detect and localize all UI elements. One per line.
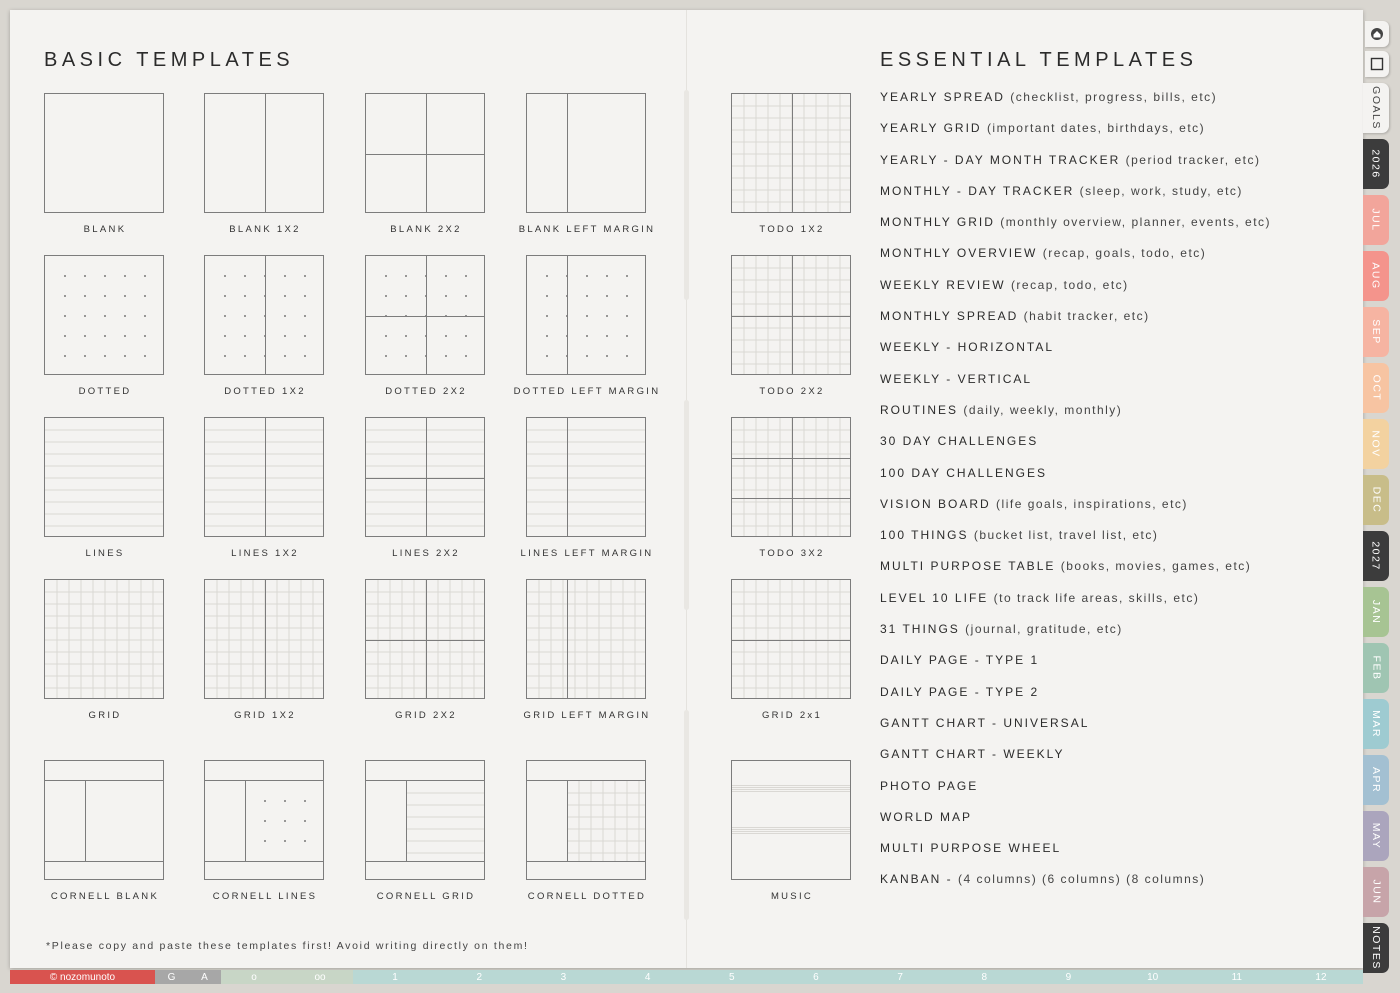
template-label: LINES LEFT MARGIN: [520, 548, 654, 559]
template-name: MONTHLY GRID: [880, 215, 995, 230]
template-label: BLANK 2X2: [390, 224, 462, 235]
template-description: (life goals, inspirations, etc): [996, 496, 1188, 511]
template-name: PHOTO PAGE: [880, 778, 979, 793]
template-thumbnail[interactable]: [365, 417, 485, 537]
template-label: GRID 2x1: [761, 710, 823, 721]
template-label: BLANK LEFT MARGIN: [518, 224, 656, 235]
side-tab-2027[interactable]: [1363, 531, 1389, 581]
template-name: WEEKLY REVIEW: [880, 277, 1006, 292]
template-label: MUSIC: [770, 891, 814, 902]
side-tab-label: GOALS: [1370, 86, 1382, 130]
essential-template-link[interactable]: [880, 215, 1271, 246]
template-thumbnail[interactable]: [526, 760, 646, 880]
template-thumbnail[interactable]: [44, 760, 164, 880]
template-label: CORNELL LINES: [212, 891, 318, 902]
essential-template-link[interactable]: [880, 309, 1271, 340]
template-thumbnail[interactable]: [204, 255, 324, 375]
month-tab-3[interactable]: [521, 970, 605, 984]
template-thumbnail[interactable]: [204, 93, 324, 213]
template-label: GRID 1X2: [234, 710, 296, 721]
side-tab-label: JUL: [1370, 208, 1382, 232]
template-preview: [205, 418, 324, 537]
template-preview: [732, 761, 851, 880]
side-tab-label: NOV: [1370, 430, 1383, 458]
template-thumbnail[interactable]: [731, 93, 851, 213]
template-name: YEARLY GRID: [880, 121, 982, 136]
template-thumbnail[interactable]: [365, 579, 485, 699]
template-label: LINES 2X2: [392, 548, 460, 559]
month-tab-2[interactable]: [437, 970, 521, 984]
template-thumbnail[interactable]: [365, 255, 485, 375]
essential-template-link[interactable]: [880, 434, 1271, 465]
month-tab-3-label: 3: [560, 971, 567, 983]
essential-template-link[interactable]: [880, 466, 1271, 497]
essential-template-link[interactable]: [880, 528, 1271, 559]
side-tab-apr[interactable]: [1363, 755, 1389, 805]
side-tab-dec[interactable]: [1363, 475, 1389, 525]
side-tab-jun[interactable]: [1363, 867, 1389, 917]
essential-template-link[interactable]: [880, 121, 1271, 152]
template-thumbnail[interactable]: [204, 579, 324, 699]
month-tab-5-label: 5: [728, 971, 735, 983]
side-tab-oct[interactable]: [1363, 363, 1389, 413]
letter-tab-a-label: A: [201, 971, 208, 983]
template-thumbnail[interactable]: [204, 760, 324, 880]
month-tab-11[interactable]: [1195, 970, 1279, 984]
template-description: (journal, gratitude, etc): [965, 622, 1123, 637]
bottom-navigation-bar: [10, 970, 1363, 984]
template-preview: [732, 580, 851, 699]
template-name: WORLD MAP: [880, 809, 973, 824]
essential-template-link[interactable]: [880, 278, 1271, 309]
brand-link[interactable]: [10, 970, 155, 984]
binding-ring: [684, 400, 689, 610]
side-tab-label: NOTES: [1370, 926, 1383, 970]
essential-template-link[interactable]: [880, 497, 1271, 528]
side-tab-label: OCT: [1370, 374, 1383, 402]
month-tab-8-label: 8: [981, 971, 988, 983]
template-preview: [527, 580, 646, 699]
essential-template-link[interactable]: [880, 653, 1271, 684]
template-description: (important dates, birthdays, etc): [986, 121, 1206, 136]
template-thumbnail[interactable]: [526, 417, 646, 537]
template-preview: [527, 94, 646, 213]
template-label: BLANK: [83, 224, 127, 235]
template-preview: [527, 256, 646, 375]
template-preview: [366, 418, 485, 537]
month-tab-5[interactable]: [690, 970, 774, 984]
month-tab-12-label: 12: [1315, 971, 1327, 983]
side-tab-label: JAN: [1370, 599, 1382, 625]
template-description: (daily, weekly, monthly): [963, 402, 1123, 417]
template-label: LINES: [85, 548, 125, 559]
template-thumbnail[interactable]: [526, 255, 646, 375]
template-name: MULTI PURPOSE WHEEL: [880, 841, 1062, 856]
side-tab-label: 2027: [1370, 541, 1383, 571]
template-preview: [205, 580, 324, 699]
template-name: 100 THINGS: [880, 528, 969, 543]
side-tab-label: APR: [1370, 766, 1382, 794]
template-preview: [366, 580, 485, 699]
template-name: KANBAN -: [880, 872, 953, 887]
side-tab-2026[interactable]: [1363, 139, 1389, 189]
side-tab-notes[interactable]: [1363, 923, 1389, 973]
essential-template-link[interactable]: [880, 685, 1271, 716]
month-tab-9[interactable]: [1026, 970, 1110, 984]
template-preview: [45, 580, 164, 699]
month-tab-12[interactable]: [1279, 970, 1363, 984]
essential-template-link[interactable]: [880, 841, 1271, 872]
month-tab-6-label: 6: [813, 971, 819, 983]
template-label: TODO 2X2: [759, 386, 825, 397]
side-tab-label: JUN: [1369, 879, 1382, 905]
o-tab-0-label: o: [251, 971, 257, 983]
essential-template-link[interactable]: [880, 810, 1271, 841]
template-thumbnail[interactable]: [731, 760, 851, 880]
month-tab-9-label: 9: [1065, 971, 1072, 983]
o-tab-0[interactable]: [221, 970, 287, 984]
basic-templates-title: BASIC TEMPLATES: [44, 49, 295, 71]
template-description: (recap, todo, etc): [1010, 277, 1129, 292]
page-icon: [1365, 51, 1389, 77]
notebook-spread: [10, 10, 1363, 968]
template-thumbnail[interactable]: [44, 417, 164, 537]
template-thumbnail[interactable]: [44, 255, 164, 375]
template-preview: [366, 94, 485, 213]
template-preview: [732, 256, 851, 375]
month-tab-11-label: 11: [1231, 971, 1242, 983]
template-preview: [205, 256, 324, 375]
template-label: TODO 3X2: [759, 548, 825, 559]
essential-template-link[interactable]: [880, 622, 1271, 653]
essential-templates-list: [880, 90, 1271, 904]
template-name: 30 DAY CHALLENGES: [880, 434, 1039, 449]
side-tab-feb[interactable]: [1363, 643, 1389, 693]
essential-template-link[interactable]: [880, 246, 1271, 277]
side-tab-jan[interactable]: [1363, 587, 1389, 637]
side-tab-aug[interactable]: [1363, 251, 1389, 301]
side-tab-label: DEC: [1370, 486, 1383, 514]
template-label: BLANK 1X2: [229, 224, 301, 235]
template-label: GRID 2X2: [395, 710, 457, 721]
template-label: GRID: [88, 710, 122, 721]
o-tab-1-label: oo: [314, 971, 326, 983]
template-label: GRID LEFT MARGIN: [523, 710, 651, 721]
template-name: MONTHLY SPREAD: [880, 309, 1019, 324]
template-label: CORNELL BLANK: [50, 891, 160, 902]
template-description: (monthly overview, planner, events, etc): [1000, 215, 1272, 230]
template-label: TODO 1X2: [759, 224, 825, 235]
month-tab-1[interactable]: [353, 970, 437, 984]
month-tab-4[interactable]: [606, 970, 690, 984]
template-description: (period tracker, etc): [1125, 152, 1261, 167]
template-preview: [527, 418, 646, 537]
essential-template-link[interactable]: [880, 340, 1271, 371]
letter-tab-g-label: G: [167, 971, 176, 983]
template-preview: [45, 256, 164, 375]
template-thumbnail[interactable]: [365, 760, 485, 880]
template-preview: [205, 761, 324, 880]
home-tab[interactable]: [1365, 21, 1389, 47]
template-label: DOTTED 2X2: [385, 386, 467, 397]
month-tab-1-label: 1: [392, 971, 398, 983]
side-tab-label: FEB: [1369, 655, 1382, 681]
letter-tab-g[interactable]: [155, 970, 188, 984]
template-label: CORNELL DOTTED: [527, 891, 647, 902]
essential-template-link[interactable]: [880, 559, 1271, 590]
template-preview: [732, 418, 851, 537]
template-thumbnail[interactable]: [526, 579, 646, 699]
side-tab-goals[interactable]: [1363, 83, 1389, 133]
template-description: (4 columns) (6 columns) (8 columns): [958, 872, 1206, 887]
template-description: (bucket list, travel list, etc): [973, 528, 1159, 543]
template-thumbnail[interactable]: [731, 417, 851, 537]
usage-note: *Please copy and paste these templates first! Avoid writing directly on them!: [46, 940, 529, 952]
template-preview: [45, 761, 164, 880]
side-tab-mar[interactable]: [1363, 699, 1389, 749]
essential-template-link[interactable]: [880, 184, 1271, 215]
essential-template-link[interactable]: [880, 403, 1271, 434]
essential-template-link[interactable]: [880, 747, 1271, 778]
template-name: 100 DAY CHALLENGES: [880, 465, 1047, 480]
side-tab-sep[interactable]: [1363, 307, 1389, 357]
month-tab-10[interactable]: [1111, 970, 1195, 984]
essential-template-link[interactable]: [880, 372, 1271, 403]
template-thumbnail[interactable]: [731, 255, 851, 375]
template-name: GANTT CHART - WEEKLY: [880, 747, 1065, 762]
side-tab-label: 2026: [1370, 149, 1383, 179]
template-name: ROUTINES: [880, 402, 959, 417]
month-tab-10-label: 10: [1147, 971, 1159, 983]
template-thumbnail[interactable]: [44, 93, 164, 213]
o-tab-1[interactable]: [287, 970, 353, 984]
template-name: DAILY PAGE - TYPE 2: [880, 684, 1040, 699]
side-tab-label: SEP: [1369, 319, 1382, 345]
essential-templates-title: ESSENTIAL TEMPLATES: [880, 49, 1198, 71]
letter-tab-a[interactable]: [188, 970, 221, 984]
side-tab-label: MAR: [1370, 710, 1382, 738]
side-tab-label: MAY: [1370, 822, 1383, 850]
template-description: (checklist, progress, bills, etc): [1010, 90, 1218, 104]
brand-link-label: © nozomunoto: [49, 971, 116, 983]
template-preview: [366, 761, 485, 880]
template-label: DOTTED 1X2: [224, 386, 306, 397]
template-preview: [45, 418, 164, 537]
month-tab-6[interactable]: [774, 970, 858, 984]
template-name: MONTHLY - DAY TRACKER: [880, 183, 1075, 198]
template-name: 31 THINGS: [880, 622, 960, 637]
template-thumbnail[interactable]: [526, 93, 646, 213]
template-thumbnail[interactable]: [731, 579, 851, 699]
template-description: (recap, goals, todo, etc): [1042, 246, 1207, 261]
binding-ring: [684, 90, 689, 300]
month-tab-7[interactable]: [858, 970, 942, 984]
template-name: MONTHLY OVERVIEW: [880, 246, 1038, 261]
template-description: (habit tracker, etc): [1023, 309, 1150, 324]
template-thumbnail[interactable]: [204, 417, 324, 537]
template-name: VISION BOARD: [880, 496, 991, 511]
template-thumbnail[interactable]: [365, 93, 485, 213]
index-tab[interactable]: [1365, 51, 1389, 77]
side-tab-nov[interactable]: [1363, 419, 1389, 469]
template-name: GANTT CHART - UNIVERSAL: [880, 715, 1090, 730]
essential-template-link[interactable]: [880, 716, 1271, 747]
template-description: (sleep, work, study, etc): [1079, 183, 1243, 198]
essential-template-link[interactable]: [880, 779, 1271, 810]
template-name: WEEKLY - HORIZONTAL: [880, 340, 1055, 355]
month-tab-4-label: 4: [644, 971, 651, 983]
essential-template-link[interactable]: [880, 591, 1271, 622]
template-name: MULTI PURPOSE TABLE: [880, 559, 1056, 574]
template-preview: [527, 761, 646, 880]
template-thumbnail[interactable]: [44, 579, 164, 699]
month-tab-7-label: 7: [897, 971, 903, 983]
home-icon: [1365, 21, 1389, 47]
month-tab-2-label: 2: [476, 971, 483, 983]
template-description: (books, movies, games, etc): [1060, 559, 1252, 574]
template-label: DOTTED: [78, 386, 132, 397]
template-name: LEVEL 10 LIFE: [880, 590, 989, 605]
template-description: (to track life areas, skills, etc): [993, 590, 1200, 605]
side-tab-label: AUG: [1370, 262, 1383, 290]
template-preview: [732, 94, 851, 213]
side-tab-may[interactable]: [1363, 811, 1389, 861]
month-tab-8[interactable]: [942, 970, 1026, 984]
essential-template-link[interactable]: [880, 872, 1271, 903]
essential-template-link[interactable]: [880, 153, 1271, 184]
side-tab-jul[interactable]: [1363, 195, 1389, 245]
binding-ring: [684, 710, 689, 920]
template-preview: [45, 94, 164, 213]
template-label: LINES 1X2: [231, 548, 299, 559]
template-preview: [366, 256, 485, 375]
template-preview: [205, 94, 324, 213]
template-name: WEEKLY - VERTICAL: [880, 371, 1033, 386]
essential-template-link[interactable]: [880, 90, 1271, 121]
template-name: YEARLY - DAY MONTH TRACKER: [880, 152, 1121, 167]
template-label: CORNELL GRID: [376, 891, 476, 902]
template-name: YEARLY SPREAD: [880, 90, 1005, 104]
template-name: DAILY PAGE - TYPE 1: [880, 653, 1040, 668]
template-label: DOTTED LEFT MARGIN: [513, 386, 661, 397]
